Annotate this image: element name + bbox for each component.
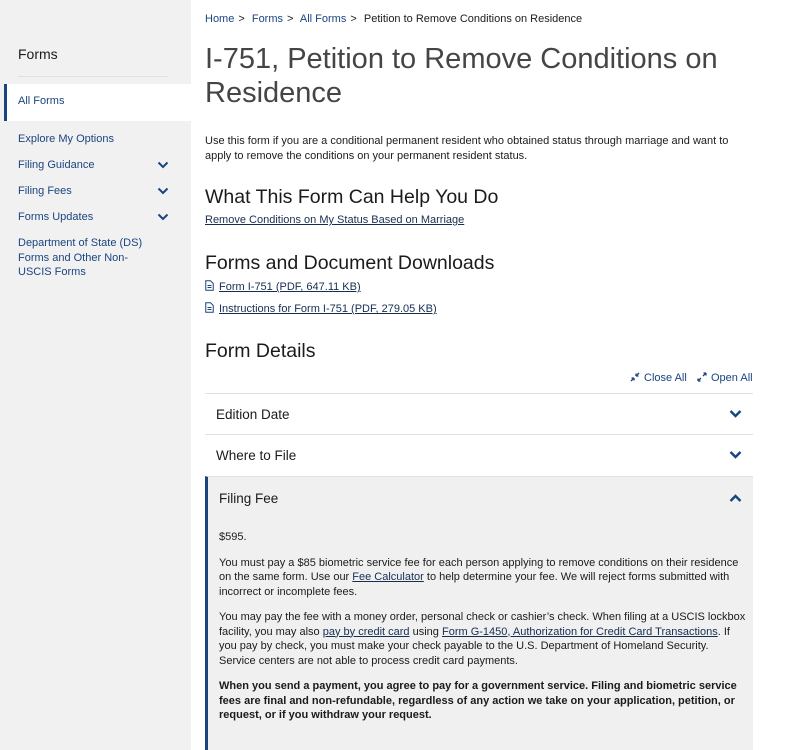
chevron-down-icon[interactable] (157, 186, 169, 196)
collapse-icon (630, 372, 640, 382)
filing-fee-panel (219, 530, 747, 734)
breadcrumb-forms[interactable]: Forms (251, 13, 284, 25)
sidebar-item-explore-my-options[interactable]: Explore My Options (18, 133, 114, 145)
fee-paragraph: You must pay a $85 biometric service fee for each person applying to remove conditions on their residence on the same form. Use our Fee Calculator to help determine your fee. We will reject forms submitted with incorrect or incomplete fees. (219, 556, 739, 598)
breadcrumb-separator: > (350, 13, 357, 25)
file-pdf-icon (205, 280, 214, 291)
form-g1450-link[interactable]: Form G-1450, Authorization for Credit Card Transactions (441, 625, 718, 638)
sidebar-divider (18, 76, 168, 77)
sidebar-item-forms-updates[interactable]: Forms Updates (18, 211, 94, 223)
pay-by-credit-card-link[interactable]: pay by credit card (322, 625, 410, 638)
instructions-i751-pdf-link[interactable]: Instructions for Form I-751 (PDF, 279.05 KB) (219, 303, 437, 315)
fee-amount: $595. (219, 531, 247, 543)
accordion-where-to-file[interactable] (205, 434, 753, 475)
chevron-down-icon[interactable] (157, 212, 169, 222)
remove-conditions-link[interactable]: Remove Conditions on My Status Based on Marriage (205, 214, 465, 226)
breadcrumb (205, 13, 582, 25)
accordion-edition-date[interactable] (205, 393, 753, 434)
open-all-label: Open All (711, 372, 753, 384)
sidebar (0, 0, 191, 750)
sidebar-title: Forms (18, 46, 58, 62)
page-title: I-751, Petition to Remove Conditions on Residence (205, 43, 718, 109)
breadcrumb-separator: > (238, 13, 245, 25)
accordion-label: Where to File (216, 448, 297, 463)
intro-text: Use this form if you are a conditional permanent resident who obtained status through marriage and want to apply to remove the conditions on your permanent resident status. (205, 135, 729, 162)
accordion-label[interactable]: Filing Fee (219, 491, 279, 506)
sidebar-item-department-of-state[interactable]: Department of State (DS) Forms and Other Non-USCIS Forms (18, 237, 143, 278)
breadcrumb-all-forms[interactable]: All Forms (299, 13, 347, 25)
breadcrumb-home[interactable]: Home (205, 13, 235, 25)
breadcrumb-separator: > (287, 13, 294, 25)
sidebar-item-filing-fees[interactable]: Filing Fees (18, 185, 72, 197)
file-pdf-icon (205, 302, 214, 313)
form-details-heading: Form Details (205, 340, 316, 362)
chevron-up-icon[interactable] (729, 493, 742, 503)
chevron-down-icon[interactable] (157, 160, 169, 170)
sidebar-item-label: All Forms (18, 95, 65, 107)
payment-paragraph: You may pay the fee with a money order, personal check or cashier’s check. When filing at a USCIS lockbox facility, you may also pay by credit card using Form G-1450, Authorization for Credit Card Transactions. If you pay by check, you must make your check payable to the U.S. Department of Homeland Security. Service centers are not able to process credit card payments. (219, 611, 746, 667)
breadcrumb-current: Petition to Remove Conditions on Residence (363, 13, 583, 25)
close-all-label: Close All (644, 372, 687, 384)
sidebar-item-all-forms[interactable] (4, 84, 191, 121)
accordion-filing-fee (205, 476, 753, 750)
help-heading: What This Form Can Help You Do (205, 186, 499, 208)
sidebar-item-filing-guidance[interactable]: Filing Guidance (18, 159, 95, 171)
expand-icon (697, 372, 707, 382)
download-item (205, 280, 361, 293)
chevron-down-icon (729, 450, 742, 460)
accordion-label: Edition Date (216, 407, 290, 422)
fee-calculator-link[interactable]: Fee Calculator (352, 571, 424, 583)
close-all-button[interactable] (630, 372, 687, 384)
download-item (205, 302, 437, 315)
non-refundable-notice: When you send a payment, you agree to pay for a government service. Filing and biometric service fees are final and non-refundable, regardless of any action we take on your application, petition, or request, or if you withdraw your request. (219, 680, 737, 721)
open-all-button[interactable] (697, 372, 753, 384)
downloads-heading: Forms and Document Downloads (205, 252, 495, 274)
chevron-down-icon (729, 409, 742, 419)
form-i751-pdf-link[interactable]: Form I-751 (PDF, 647.11 KB) (219, 281, 361, 293)
